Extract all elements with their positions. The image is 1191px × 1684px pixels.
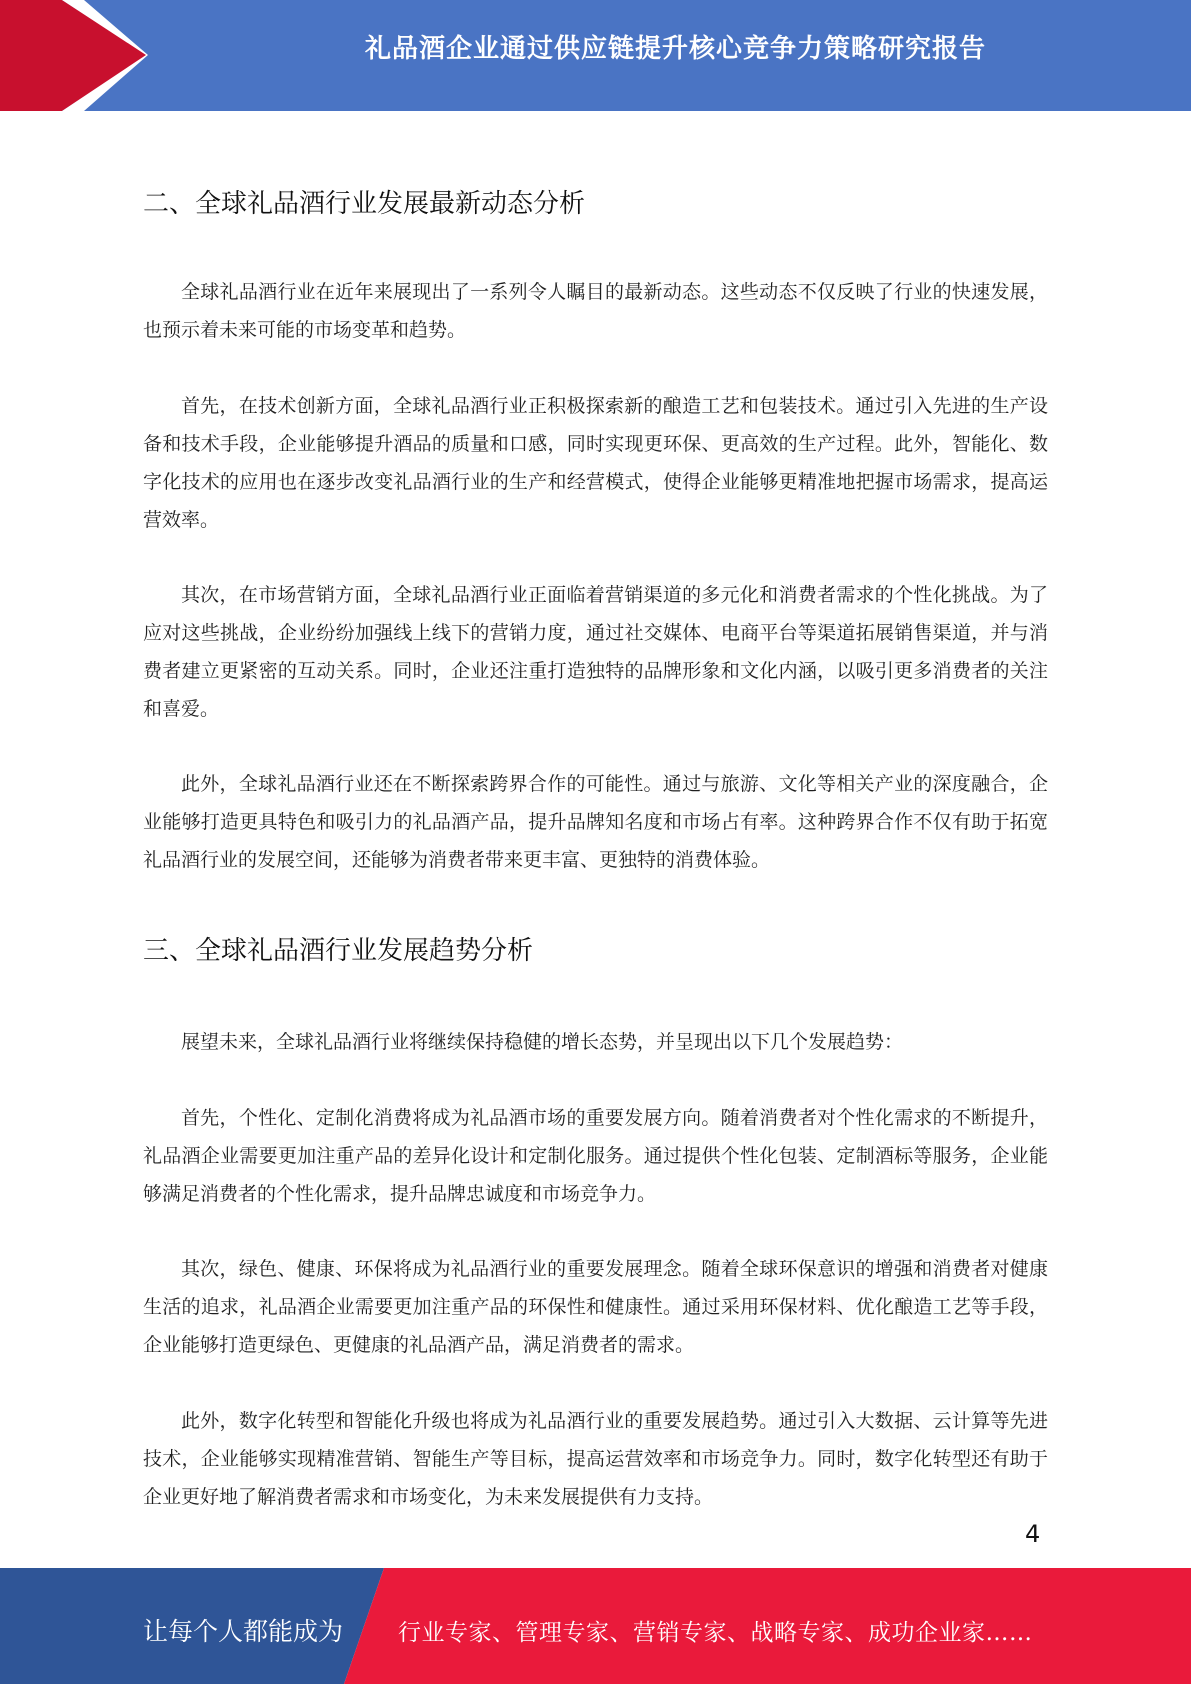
page-number: 4 (1025, 1520, 1041, 1548)
paragraph: 其次，绿色、健康、环保将成为礼品酒行业的重要发展理念。随着全球环保意识的增强和消费者对健康生活的追求，礼品酒企业需要更加注重产品的环保性和健康性。通过采用环保材料、优化酿造工艺等手段，企业能够打造更绿色、更健康的礼品酒产品，满足消费者的需求。 (143, 1258, 1048, 1356)
page-footer (0, 1568, 1191, 1684)
paragraph: 首先，个性化、定制化消费将成为礼品酒市场的重要发展方向。随着消费者对个性化需求的不断提升，礼品酒企业需要更加注重产品的差异化设计和定制化服务。通过提供个性化包装、定制酒标等服务，企业能够满足消费者的个性化需求，提升品牌忠诚度和市场竞争力。 (143, 1107, 1048, 1205)
footer-slogan-left: 让每个人都能成为 (143, 1617, 344, 1646)
section-heading-dynamics: 二、全球礼品酒行业发展最新动态分析 (143, 189, 586, 219)
paragraph: 首先，在技术创新方面，全球礼品酒行业正积极探索新的酿造工艺和包装技术。通过引入先进的生产设备和技术手段，企业能够提升酒品的质量和口感，同时实现更环保、更高效的生产过程。此外，智能化、数字化技术的应用也在逐步改变礼品酒行业的生产和经营模式，使得企业能够更精准地把握市场需求，提高运营效率。 (143, 395, 1048, 531)
footer-slogan-right: 行业专家、管理专家、营销专家、战略专家、成功企业家…… (398, 1620, 1033, 1646)
paragraph: 此外，数字化转型和智能化升级也将成为礼品酒行业的重要发展趋势。通过引入大数据、云计算等先进技术，企业能够实现精准营销、智能生产等目标，提高运营效率和市场竞争力。同时，数字化转型还有助于企业更好地了解消费者需求和市场变化，为未来发展提供有力支持。 (143, 1410, 1048, 1508)
paragraph: 展望未来，全球礼品酒行业将继续保持稳健的增长态势，并呈现出以下几个发展趋势： (181, 1031, 904, 1053)
section-heading-trends: 三、全球礼品酒行业发展趋势分析 (143, 936, 534, 966)
paragraph: 全球礼品酒行业在近年来展现出了一系列令人瞩目的最新动态。这些动态不仅反映了行业的快速发展，也预示着未来可能的市场变革和趋势。 (143, 281, 1048, 341)
header-title: 礼品酒企业通过供应链提升核心竞争力策略研究报告 (364, 34, 986, 64)
page-header (0, 0, 1191, 111)
paragraph: 其次，在市场营销方面，全球礼品酒行业正面临着营销渠道的多元化和消费者需求的个性化挑战。为了应对这些挑战，企业纷纷加强线上线下的营销力度，通过社交媒体、电商平台等渠道拓展销售渠道，并与消费者建立更紧密的互动关系。同时，企业还注重打造独特的品牌形象和文化内涵，以吸引更多消费者的关注和喜爱。 (143, 584, 1048, 720)
paragraph: 此外，全球礼品酒行业还在不断探索跨界合作的可能性。通过与旅游、文化等相关产业的深度融合，企业能够打造更具特色和吸引力的礼品酒产品，提升品牌知名度和市场占有率。这种跨界合作不仅有助于拓宽礼品酒行业的发展空间，还能够为消费者带来更丰富、更独特的消费体验。 (143, 773, 1048, 871)
